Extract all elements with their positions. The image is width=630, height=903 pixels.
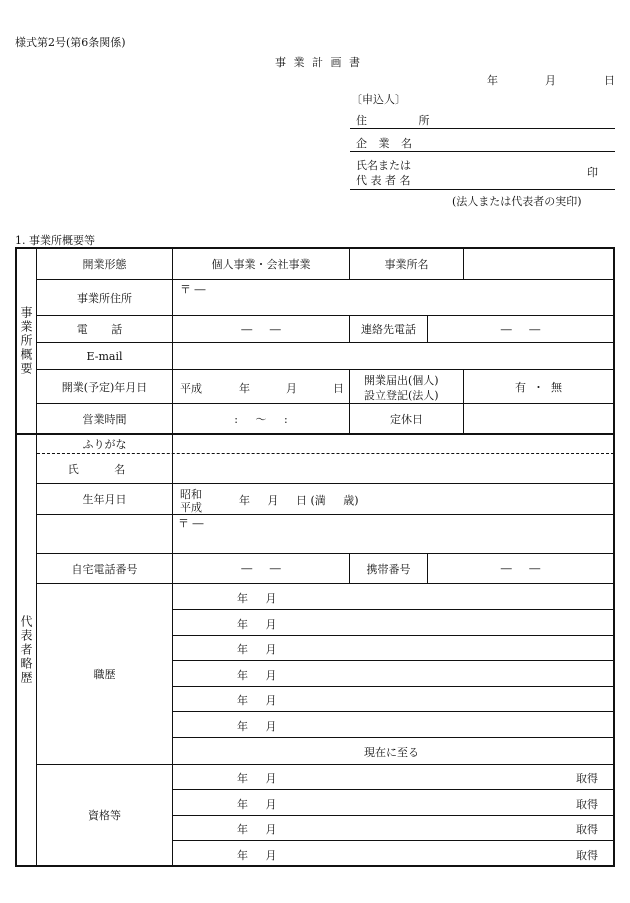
- home-phone-field[interactable]: ― ―: [241, 562, 281, 575]
- career-row[interactable]: 年 月: [237, 618, 277, 631]
- address-line: [350, 128, 615, 129]
- qualification-date[interactable]: 年 月: [237, 798, 277, 811]
- furigana-label: ふりがな: [82, 438, 127, 451]
- open-date-label: 開業(予定)年月日: [61, 380, 148, 394]
- applicant-label: 〔申込人〕: [351, 93, 406, 106]
- career-row[interactable]: 年 月: [237, 669, 277, 682]
- contact-phone-label: 連絡先電話: [361, 323, 416, 336]
- business-type-label: 開業形態: [82, 258, 127, 271]
- qualification-status: 取得: [576, 798, 598, 811]
- name-line: [350, 189, 615, 190]
- career-label: 職歴: [93, 668, 116, 681]
- business-type-value[interactable]: 個人事業・会社事業: [211, 258, 311, 271]
- open-date-year[interactable]: 年: [239, 382, 250, 395]
- address-label: 住 所: [356, 114, 454, 127]
- open-date-era: 平成: [180, 382, 202, 395]
- email-label: E-mail: [86, 349, 123, 363]
- birth-value[interactable]: 年 月 日 (満 歳): [239, 494, 359, 507]
- office-address-label: 事業所住所: [77, 291, 132, 305]
- open-date-month[interactable]: 月: [286, 382, 297, 395]
- seal-mark: 印: [587, 166, 598, 179]
- date-month: 月: [545, 74, 556, 87]
- qualification-status: 取得: [576, 772, 598, 785]
- career-row[interactable]: 年 月: [237, 694, 277, 707]
- hours-label: 営業時間: [82, 412, 127, 426]
- qualification-date[interactable]: 年 月: [237, 772, 277, 785]
- mobile-label: 携帯番号: [366, 562, 411, 576]
- filing-value[interactable]: 有 ・ 無: [515, 380, 562, 394]
- phone-label: 電 話: [76, 323, 133, 336]
- hours-field[interactable]: : 〜 :: [234, 412, 288, 426]
- career-row[interactable]: 年 月: [237, 592, 277, 605]
- name-label: 氏 名: [67, 462, 142, 476]
- date-day: 日: [604, 74, 615, 87]
- qualification-date[interactable]: 年 月: [237, 823, 277, 836]
- section1-side-label: 事業所概要: [19, 306, 33, 376]
- email-field[interactable]: [173, 343, 613, 369]
- filing-label-2: 設立登記(法人): [364, 389, 439, 402]
- qualification-status: 取得: [576, 823, 598, 836]
- qualification-label: 資格等: [88, 809, 121, 822]
- career-row[interactable]: 年 月: [237, 643, 277, 656]
- name-field[interactable]: [173, 454, 613, 483]
- holiday-label: 定休日: [390, 412, 423, 426]
- qualification-date[interactable]: 年 月: [237, 849, 277, 862]
- company-line: [350, 151, 615, 152]
- furigana-field[interactable]: [173, 435, 613, 453]
- qualification-status: 取得: [576, 849, 598, 862]
- birth-era-2: 平成: [180, 501, 202, 514]
- page-title: 事 業 計 画 書: [275, 56, 362, 69]
- section2-side-label: 代表者略歴: [19, 615, 33, 685]
- seal-note: (法人または代表者の実印): [452, 195, 582, 208]
- company-label: 企 業 名: [356, 137, 416, 150]
- career-row[interactable]: 年 月: [237, 720, 277, 733]
- birth-era-1: 昭和: [180, 488, 202, 501]
- date-year: 年: [487, 74, 498, 87]
- open-date-day[interactable]: 日: [333, 382, 344, 395]
- home-postal-mark[interactable]: 〒 ―: [178, 517, 204, 530]
- office-name-label: 事業所名: [384, 258, 429, 271]
- form-number: 様式第2号(第6条関係): [15, 36, 126, 49]
- office-name-field[interactable]: [464, 249, 613, 279]
- phone-field[interactable]: ― ―: [241, 322, 281, 336]
- filing-label-1: 開業届出(個人): [364, 374, 439, 387]
- name-label-2: 代 表 者 名: [356, 174, 411, 187]
- contact-phone-field[interactable]: ― ―: [500, 322, 541, 336]
- career-current: 現在に至る: [364, 746, 419, 759]
- section1-heading: 1. 事業所概要等: [15, 234, 95, 247]
- mobile-field[interactable]: ― ―: [500, 562, 541, 575]
- home-phone-label: 自宅電話番号: [71, 562, 138, 576]
- name-label-1: 氏名または: [356, 159, 411, 172]
- birth-label: 生年月日: [82, 493, 127, 506]
- office-postal-mark[interactable]: 〒 ―: [180, 283, 206, 296]
- holiday-field[interactable]: [464, 404, 613, 433]
